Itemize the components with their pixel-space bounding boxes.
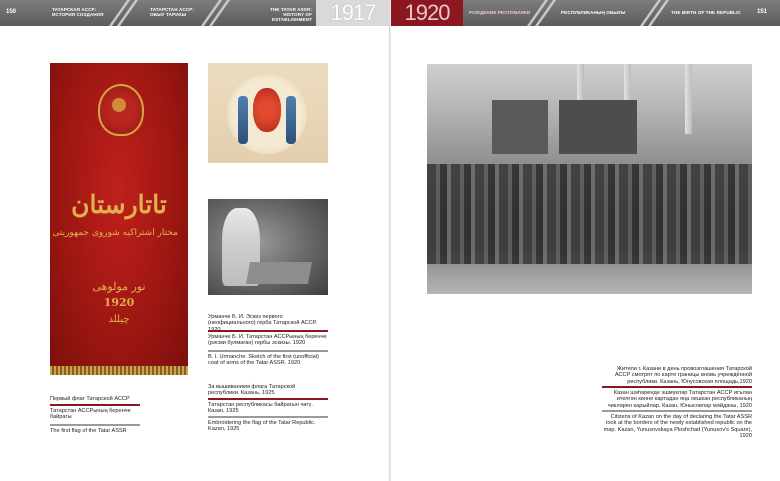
coat-of-arms-center — [253, 88, 281, 132]
caption-rule-red — [50, 404, 140, 406]
coat-of-arms-figure-right — [286, 96, 296, 144]
flag-emblem — [98, 84, 144, 136]
crowd-photo — [427, 64, 752, 294]
caption-flag-ru: Первый флаг Татарской АССР — [50, 396, 130, 402]
caption-rule-red — [208, 330, 328, 332]
caption-coa-en: B. I. Urmanche. Sketch of the first (unofficial) coat of arms of the Tatar ASSR. 1920 — [208, 354, 319, 367]
caption-embroider-tt: Татарстан республикасы байрагын чигү. Казан, 1925 — [208, 402, 313, 415]
caption-coa-tt: Урманче Б. И. Татарстан АССРының беренче (рәсми булмаган) гербы эскизы. 1920 — [208, 334, 327, 347]
right-year: 1920 — [404, 0, 450, 25]
coat-of-arms-figure-left — [238, 96, 248, 144]
left-header-ru: ТАТАРСКАЯ АССР: ИСТОРИЯ СОЗДАНИЯ — [52, 7, 104, 17]
caption-crowd-en: Citizens of Kazan on the day of declaring the Tatar ASSR look at the borders of the newly established republic on the map. Kazan, Yunusovskaya Ploshchad (Yunusov's Square), 1920 — [603, 414, 752, 440]
flag-text-subtitle: مختار اشتراكيه شوروى جمهوريتى — [52, 228, 178, 238]
caption-flag-tt: Татарстан АССРының беренче байрагы — [50, 408, 131, 421]
caption-rule-grey — [50, 424, 140, 426]
flag-text-tatarstan: تاتارستان — [71, 190, 167, 219]
left-header-tt: ТАТАРСТАН АССР: ОБЫУ ТАРИХЫ — [150, 7, 194, 17]
right-header-ru: РОЖДЕНИЕ РЕСПУБЛИКИ — [469, 10, 531, 15]
caption-crowd-tt: Казан шәһәренде эшмүкләр Татарстан АССР игълан ителгән көнне картадан яңа оешкан республиканың чикләрен карыйлар. Казан, Юнысовлар мәйданы, 1920 — [607, 390, 752, 409]
flag-text-line3: نور مولوهى — [92, 280, 146, 293]
left-header-en: THE TATAR ASSR: HISTORY OF ESTABLISHMENT — [270, 7, 312, 22]
caption-embroider-en: Embroidering the flag of the Tatar Republic. Kazan, 1925 — [208, 420, 316, 433]
caption-rule-grey — [208, 350, 328, 352]
left-header — [0, 0, 389, 26]
caption-rule-grey — [602, 410, 752, 412]
left-page — [0, 0, 389, 481]
photo-pillar — [685, 64, 692, 134]
right-page — [391, 0, 780, 481]
caption-flag-en: The first flag of the Tatar ASSR — [50, 428, 127, 434]
caption-crowd-ru: Жители г. Казани в день провозглашения Татарской АССР смотрят по карте границы вновь учреждённой республики. Казань, Юнусовская площадь,1920 — [614, 366, 752, 385]
left-page-number: 150 — [6, 9, 17, 15]
photo-map-stand — [492, 100, 548, 154]
caption-coa-ru: Урманче Б. И. Эскиз первого (неофициального) герба Татарской АССР. — [208, 314, 317, 327]
flag-text-line5: چيللد — [108, 314, 130, 325]
right-header-en: THE BIRTH OF THE REPUBLIC — [671, 10, 741, 15]
photo-map-board — [559, 100, 637, 154]
right-header-tt: РЕСПУБЛИКАНЫҢ ОБЫУЫ — [561, 10, 626, 15]
right-page-number: 151 — [757, 9, 768, 15]
caption-rule-red — [602, 386, 752, 388]
flag-fringe — [50, 366, 188, 375]
right-header — [391, 0, 780, 26]
caption-embroider-ru: За вышиванием флага Татарской республики. Казань, 1925 — [208, 384, 296, 397]
flag-text-year: 1920 — [103, 296, 135, 309]
caption-rule-red — [208, 398, 328, 400]
photo-crowd — [427, 164, 752, 264]
left-year: 1917 — [330, 0, 376, 25]
embroidery-frame — [246, 262, 312, 284]
caption-rule-grey — [208, 416, 328, 418]
